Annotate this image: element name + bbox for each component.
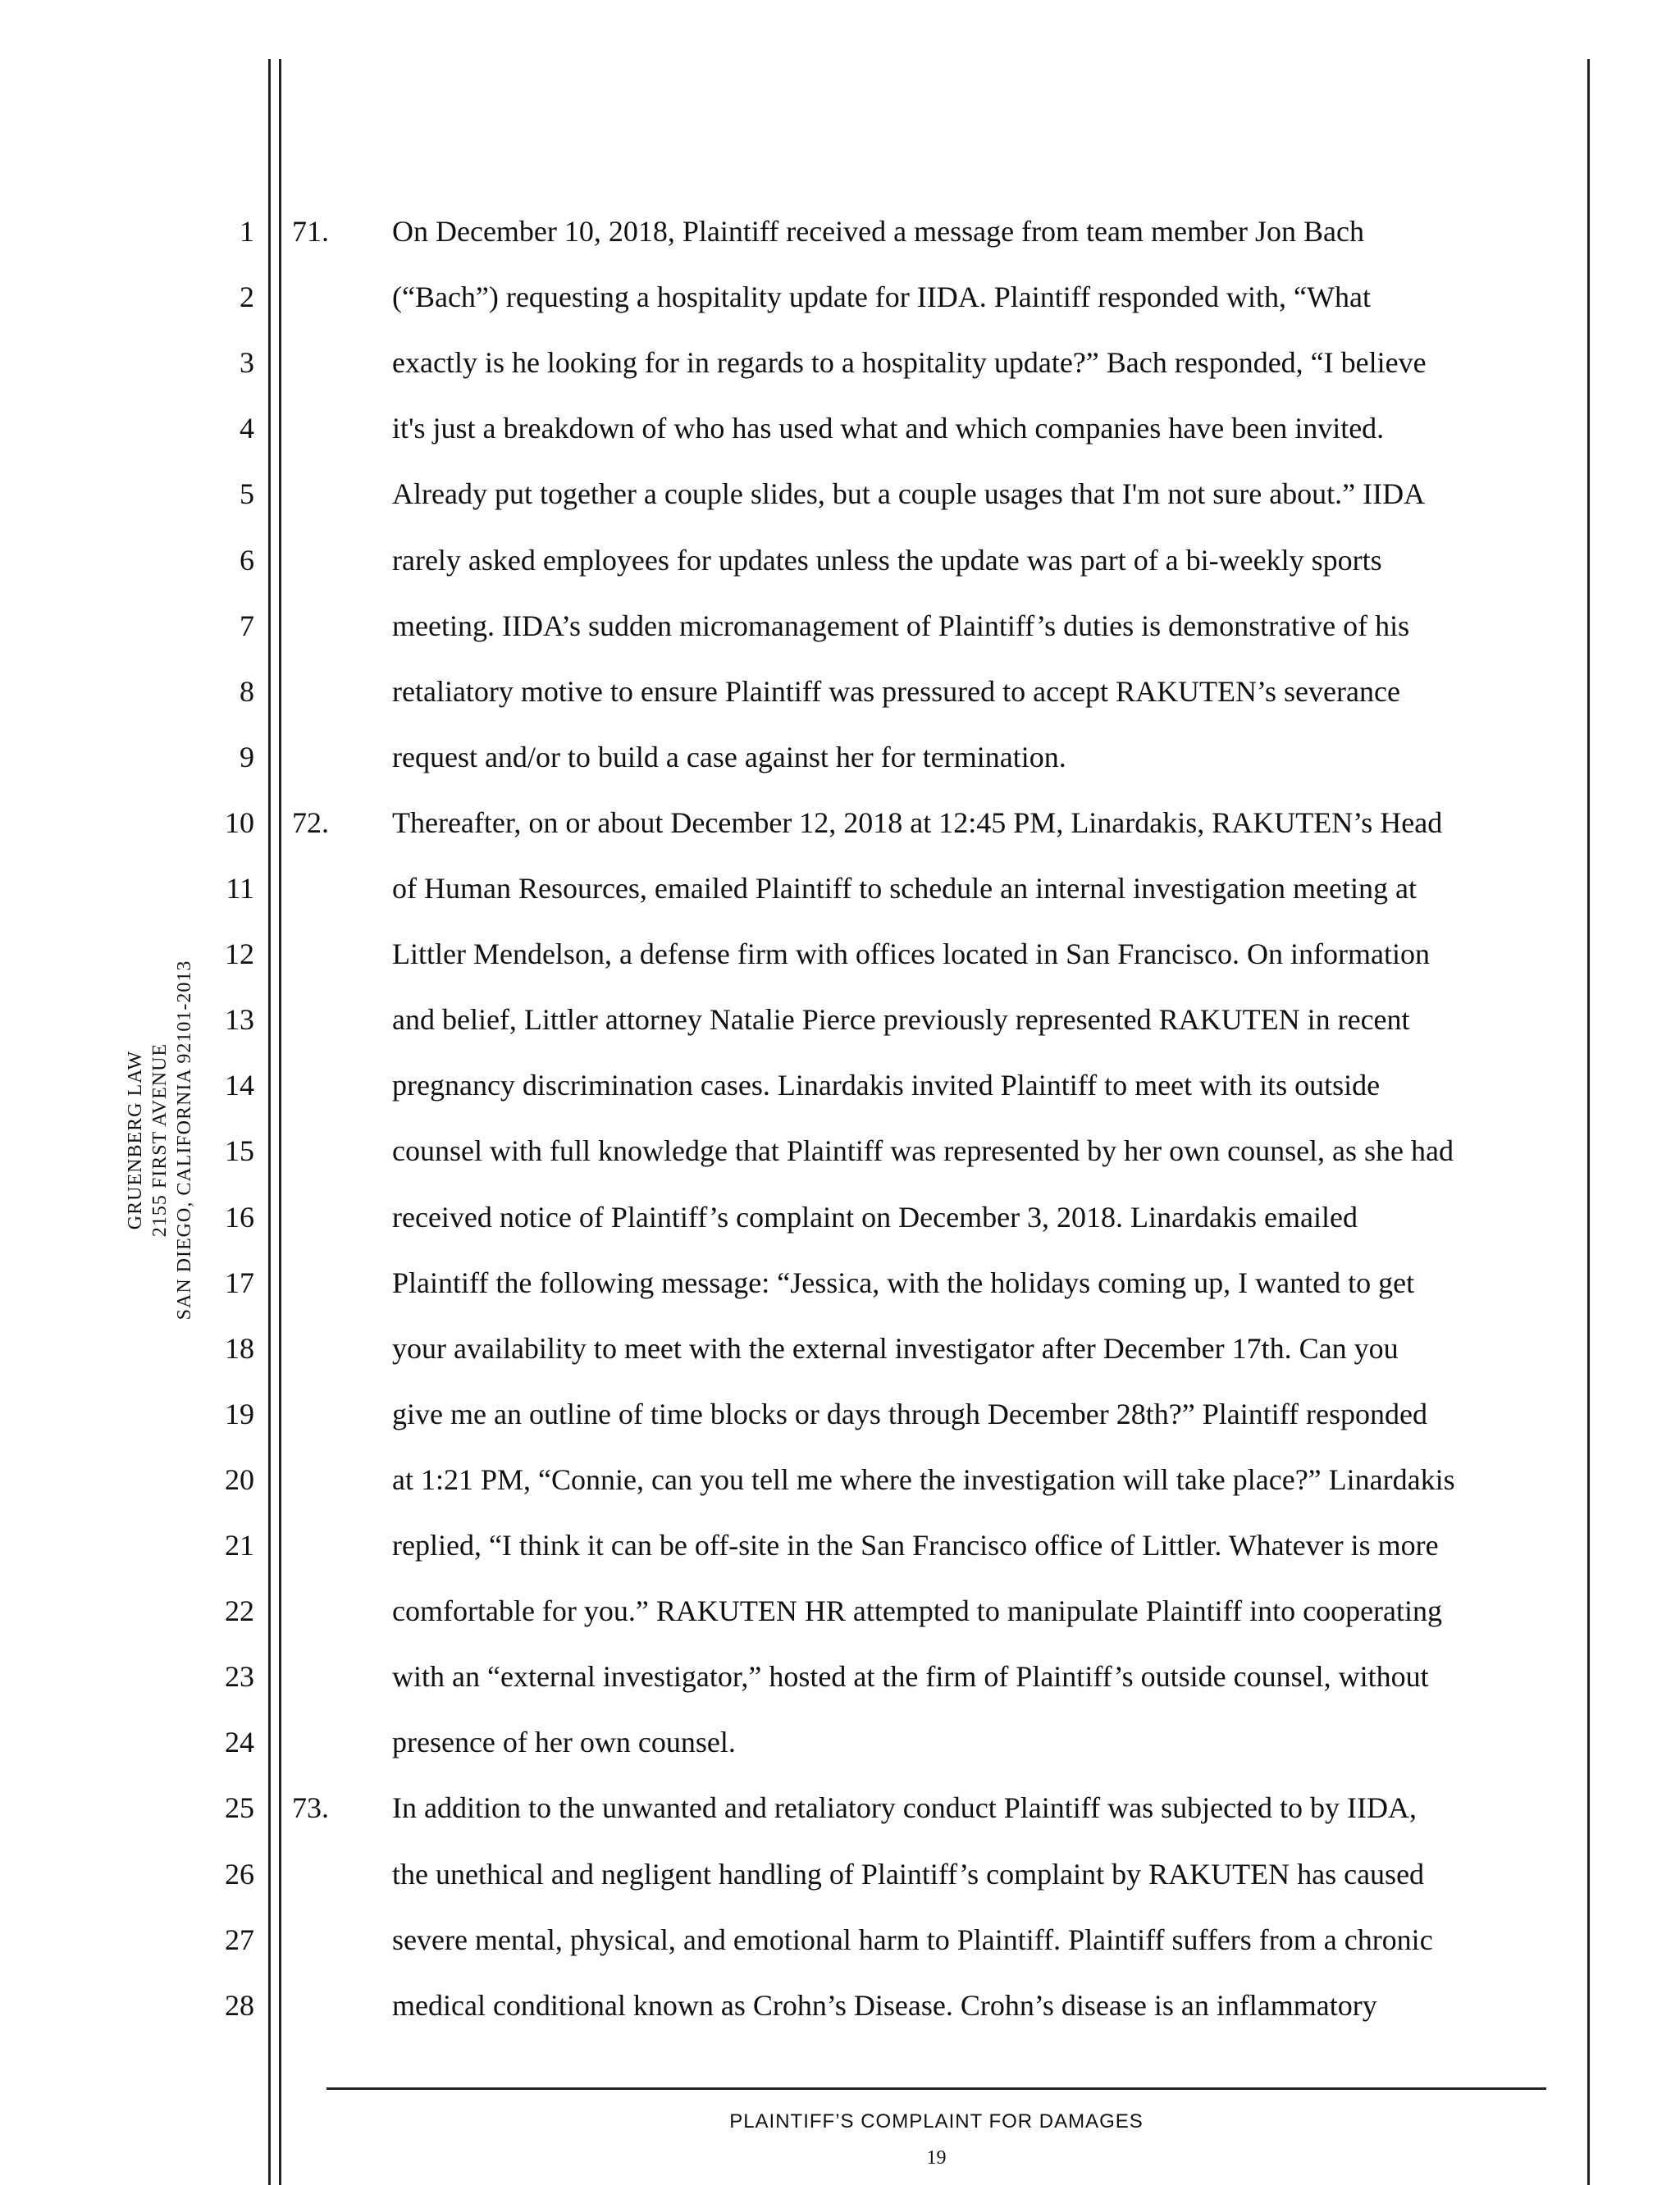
line-number: 7 [240, 609, 254, 642]
left-margin-rule [268, 59, 271, 2185]
line-number: 3 [240, 346, 254, 380]
line-number: 11 [226, 872, 254, 905]
line-number: 13 [225, 1003, 254, 1037]
line-number: 9 [240, 740, 254, 773]
paragraph-number: 71. [292, 215, 329, 248]
paragraph-line: counsel with full knowledge that Plaintiff was represented by her own counsel, as she had [392, 1134, 1454, 1168]
paragraph-line: Thereafter, on or about December 12, 2018 at 12:45 PM, Linardakis, RAKUTEN’s Head [392, 805, 1443, 839]
paragraph-line: meeting. IIDA’s sudden micromanagement of Plaintiff’s duties is demonstrative of his [392, 609, 1410, 642]
page-number: 19 [926, 2147, 947, 2169]
paragraph-line: pregnancy discrimination cases. Linardakis invited Plaintiff to meet with its outside [392, 1069, 1381, 1102]
line-number: 22 [225, 1594, 254, 1628]
paragraph-line: exactly is he looking for in regards to a hospitality update?” Bach responded, “I believe [392, 346, 1427, 380]
paragraph-line: Plaintiff the following message: “Jessica, with the holidays coming up, I wanted to get [392, 1266, 1415, 1299]
paragraph-line: replied, “I think it can be off-site in the San Francisco office of Littler. Whatever is more [392, 1529, 1439, 1562]
paragraph-line: retaliatory motive to ensure Plaintiff was pressured to accept RAKUTEN’s severance [392, 674, 1400, 708]
line-number: 1 [240, 215, 254, 248]
line-number: 17 [225, 1266, 254, 1299]
line-number: 4 [240, 412, 254, 445]
paragraph-line: On December 10, 2018, Plaintiff received a message from team member Jon Bach [392, 215, 1364, 248]
line-number: 20 [225, 1462, 254, 1496]
paragraph-line: (“Bach”) requesting a hospitality update for IIDA. Plaintiff responded with, “What [392, 281, 1371, 314]
line-number: 18 [225, 1331, 254, 1365]
paragraph-line: Littler Mendelson, a defense firm with offices located in San Francisco. On information [392, 937, 1430, 971]
line-number: 15 [225, 1134, 254, 1168]
paragraph-line: at 1:21 PM, “Connie, can you tell me where the investigation will take place?” Linardakis [392, 1462, 1455, 1496]
paragraph-line: rarely asked employees for updates unless the update was part of a bi-weekly sports [392, 543, 1382, 577]
paragraph-line: your availability to meet with the external investigator after December 17th. Can you [392, 1331, 1399, 1365]
paragraph-number: 73. [292, 1791, 329, 1825]
line-number: 27 [225, 1923, 254, 1956]
footer-rule [326, 2087, 1546, 2090]
paragraph-line: give me an outline of time blocks or days through December 28th?” Plaintiff responded [392, 1397, 1428, 1430]
line-number: 26 [225, 1857, 254, 1891]
line-number: 28 [225, 1988, 254, 2022]
firm-city: SAN DIEGO, CALIFORNIA 92101-2013 [174, 960, 195, 1321]
paragraph-line: comfortable for you.” RAKUTEN HR attempted to manipulate Plaintiff into cooperating [392, 1594, 1443, 1628]
left-margin-rule-inner [279, 59, 281, 2185]
line-number: 8 [240, 674, 254, 708]
line-number: 12 [225, 937, 254, 971]
line-number: 19 [225, 1397, 254, 1430]
right-margin-rule [1587, 59, 1590, 2185]
paragraph-line: it's just a breakdown of who has used what and which companies have been invited. [392, 412, 1385, 445]
paragraph-line: and belief, Littler attorney Natalie Pierce previously represented RAKUTEN in recent [392, 1003, 1410, 1037]
paragraph-line: with an “external investigator,” hosted at the firm of Plaintiff’s outside counsel, without [392, 1660, 1429, 1694]
paragraph-line: Already put together a couple slides, but a couple usages that I'm not sure about.” IIDA [392, 477, 1426, 511]
line-number: 25 [225, 1791, 254, 1825]
paragraph-line: severe mental, physical, and emotional harm to Plaintiff. Plaintiff suffers from a chronic [392, 1923, 1433, 1956]
paragraph-line: received notice of Plaintiff’s complaint on December 3, 2018. Linardakis emailed [392, 1200, 1358, 1234]
line-number: 16 [225, 1200, 254, 1234]
footer-title: PLAINTIFF’S COMPLAINT FOR DAMAGES [729, 2110, 1144, 2133]
paragraph-line: In addition to the unwanted and retaliatory conduct Plaintiff was subjected to by IIDA, [392, 1791, 1418, 1825]
line-number: 23 [225, 1660, 254, 1694]
paragraph-line: the unethical and negligent handling of Plaintiff’s complaint by RAKUTEN has caused [392, 1857, 1425, 1891]
paragraph-line: of Human Resources, emailed Plaintiff to schedule an internal investigation meeting at [392, 872, 1417, 905]
paragraph-line: medical conditional known as Crohn’s Disease. Crohn’s disease is an inflammatory [392, 1988, 1377, 2022]
paragraph-number: 72. [292, 805, 329, 839]
firm-name: GRUENBERG LAW [125, 1050, 146, 1230]
firm-street: 2155 FIRST AVENUE [149, 1042, 171, 1238]
line-number: 24 [225, 1726, 254, 1759]
line-number: 2 [240, 281, 254, 314]
line-number: 14 [225, 1069, 254, 1102]
line-number: 5 [240, 477, 254, 511]
paragraph-line: request and/or to build a case against her for termination. [392, 740, 1066, 773]
paragraph-line: presence of her own counsel. [392, 1726, 736, 1759]
line-number: 6 [240, 543, 254, 577]
line-number: 21 [225, 1529, 254, 1562]
line-number: 10 [225, 805, 254, 839]
